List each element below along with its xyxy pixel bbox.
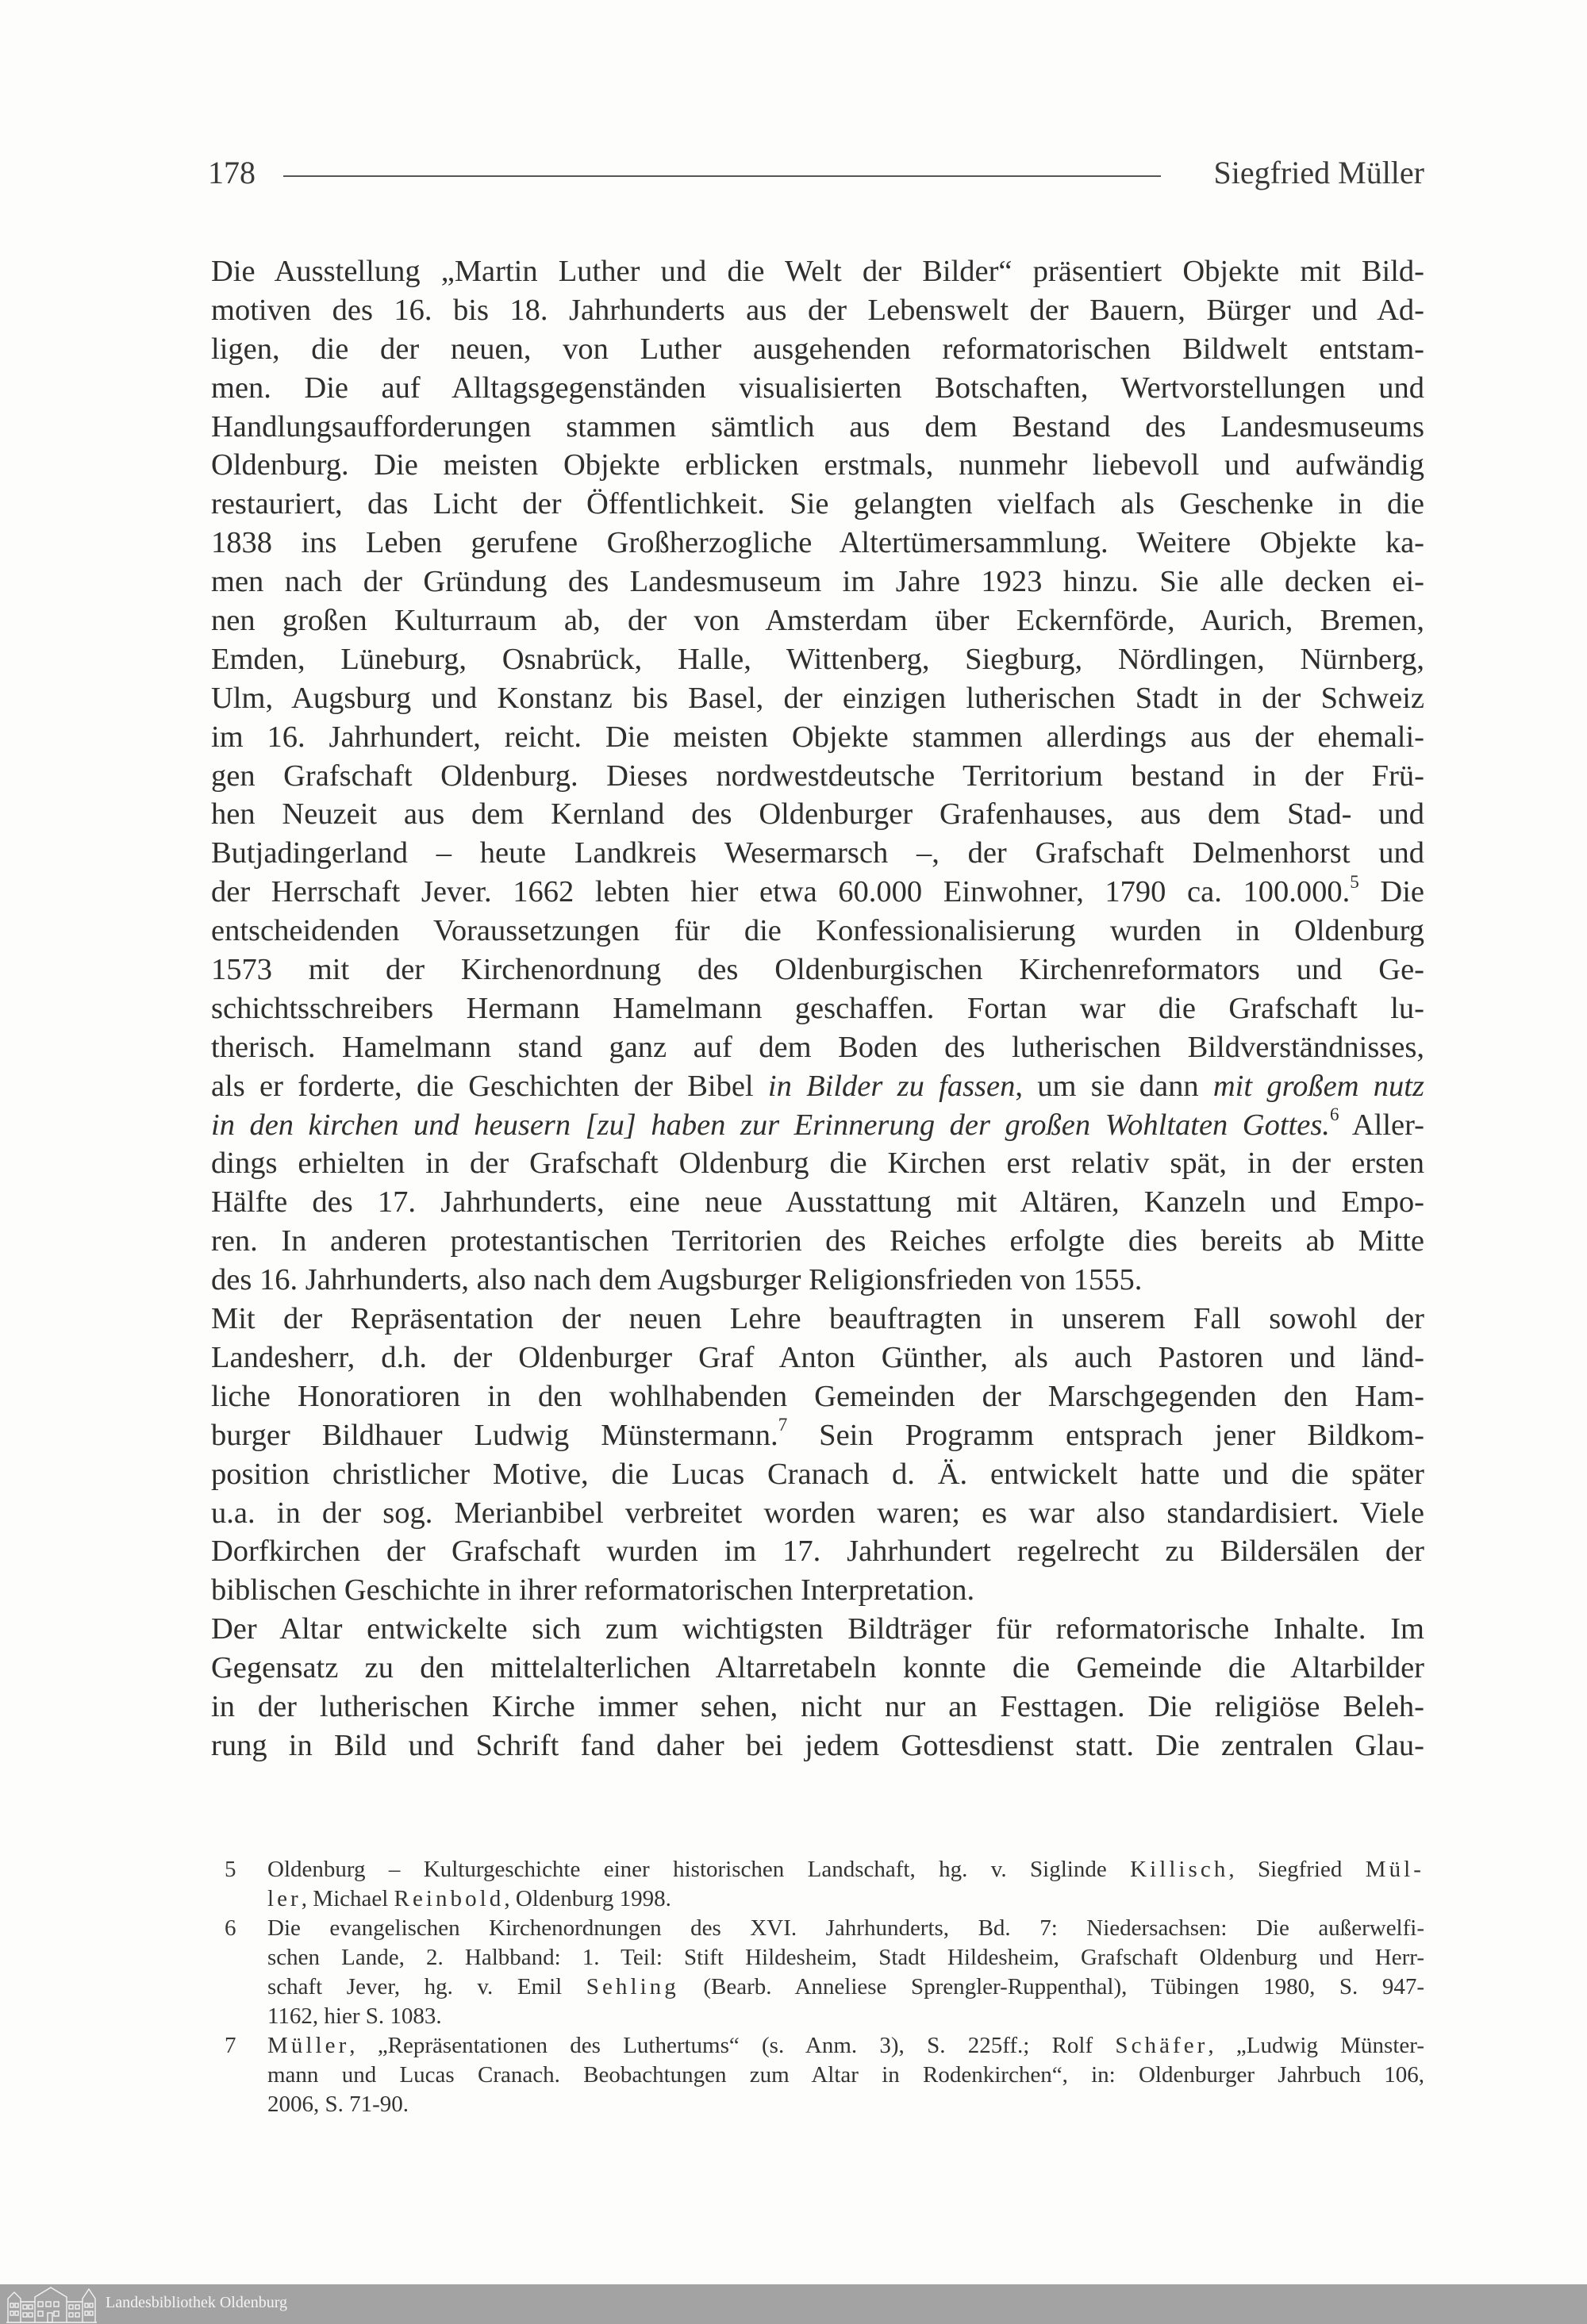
text-line: 1573 mit der Kirchenordnung des Oldenburgischen Kirchenreformators und Ge- <box>211 953 1424 987</box>
footnote-number: 5 <box>225 1857 236 1882</box>
text-line: Hälfte des 17. Jahrhunderts, eine neue Ausstattung mit Altären, Kanzeln und Empo- <box>211 1185 1424 1220</box>
library-building-icon <box>5 2286 98 2324</box>
text-line: Ulm, Augsburg und Konstanz bis Basel, der einzigen lutherischen Stadt in der Schweiz <box>211 681 1424 715</box>
footnotes <box>211 1855 1424 2119</box>
footnote-5: 5 Oldenburg – Kulturgeschichte einer historischen Landschaft, hg. v. Siglinde Killisch, Siegfried Mül- ler, Michael Reinbold, Oldenburg 1998. <box>225 1857 1424 1911</box>
quote-italic: mit großem nutz <box>1212 1069 1424 1103</box>
text-line: der Herrschaft Jever. 1662 lebten hier etwa 60.000 Einwohner, 1790 ca. 100.000.$^5$ Die <box>211 870 1424 909</box>
text-line: Landesherr, d.h. der Oldenburger Graf Anton Günther, als auch Pastoren und länd- <box>211 1340 1424 1374</box>
text-line: biblischen Geschichte in ihrer reformatorischen Interpretation. <box>211 1573 975 1608</box>
main-text <box>211 252 1424 1765</box>
text-line: entscheidenden Voraussetzungen für die Konfessionalisierung wurden in Oldenburg <box>211 914 1424 948</box>
text-line: 1838 ins Leben gerufene Großherzogliche Altertümersammlung. Weitere Objekte ka- <box>211 526 1424 560</box>
footnote-7: 7 Müller, „Repräsentationen des Luthertums“ (s. Anm. 3), S. 225ff.; Rolf Schäfer, „Ludwig Münster- mann und Lucas Cranach. Beobachtungen zum Altar in Rodenkirchen“, in: Oldenburger Jahrbuch 106, 2006, S. 71-90. <box>225 2033 1424 2117</box>
footnote-ref-7[interactable]: 7 <box>778 1414 788 1435</box>
running-head <box>208 151 1424 198</box>
text-line: im 16. Jahrhundert, reicht. Die meisten Objekte stammen allerdings aus der ehemali- <box>211 720 1424 754</box>
text-line: schichtsschreibers Hermann Hamelmann geschaffen. Fortan war die Grafschaft lu- <box>211 991 1424 1025</box>
text-line: therisch. Hamelmann stand ganz auf dem Boden des lutherischen Bildverständnisses, <box>211 1030 1424 1064</box>
text-line: men nach der Gründung des Landesmuseum im Jahre 1923 hinzu. Sie alle decken ei- <box>211 565 1424 599</box>
text-line: ligen, die der neuen, von Luther ausgehenden reformatorischen Bildwelt entstam- <box>211 332 1424 366</box>
text-line: men. Die auf Alltagsgegenständen visualisierten Botschaften, Wertvorstellungen und <box>211 371 1424 405</box>
footnote-ref-6[interactable]: 6 <box>1329 1104 1339 1125</box>
text-line: burger Bildhauer Ludwig Münstermann.$^7$ Sein Programm entsprach jener Bildkom- <box>211 1414 1424 1452</box>
text-line: motiven des 16. bis 18. Jahrhunderts aus der Lebenswelt der Bauern, Bürger und Ad- <box>211 293 1424 327</box>
text-line: Der Altar entwickelte sich zum wichtigsten Bildträger für reformatorische Inhalte. Im <box>211 1612 1424 1646</box>
footnote-number: 6 <box>225 1915 236 1941</box>
text-line: restauriert, das Licht der Öffentlichkeit. Sie gelangten vielfach als Geschenke in die <box>211 487 1424 521</box>
text-line: gen Grafschaft Oldenburg. Dieses nordwestdeutsche Territorium bestand in der Frü- <box>211 759 1424 793</box>
running-head-author: Siegfried Müller <box>1213 155 1424 190</box>
page-number: 178 <box>208 155 256 190</box>
text-line: nen großen Kulturraum ab, der von Amsterdam über Eckernförde, Aurich, Bremen, <box>211 604 1424 638</box>
text-line: Oldenburg. Die meisten Objekte erblicken erstmals, nunmehr liebevoll und aufwändig <box>211 448 1424 482</box>
footnote-number: 7 <box>225 2033 236 2058</box>
text-line: Dorfkirchen der Grafschaft wurden im 17. Jahrhundert regelrecht zu Bildersälen der <box>211 1535 1424 1569</box>
footnote-6: 6 Die evangelischen Kirchenordnungen des XVI. Jahrhunderts, Bd. 7: Niedersachsen: Die außerwelfi- schen Lande, 2. Halbband: 1. Teil: Stift Hildesheim, Stadt Hildesheim, Grafschaft Oldenburg und Herr- schaft Jever, hg. v. Emil Sehling (Bearb. Anneliese Sprengler-Ruppenthal), Tübingen 1980, S. 947- 1162, hier S. 1083. <box>225 1915 1424 2029</box>
text-line: u.a. in der sog. Merianbibel verbreitet worden waren; es war also standardisiert. Viele <box>211 1496 1424 1530</box>
text-line: in der lutherischen Kirche immer sehen, nicht nur an Festtagen. Die religiöse Beleh- <box>211 1689 1424 1723</box>
text-line: als er forderte, die Geschichten der Bibel in Bilder zu fassen, um sie dann mit großem nutz <box>211 1069 1424 1103</box>
text-line: rung in Bild und Schrift fand daher bei jedem Gottesdienst statt. Die zentralen Glau- <box>211 1728 1424 1762</box>
text-line: Die Ausstellung „Martin Luther und die Welt der Bilder“ präsentiert Objekte mit Bild- <box>211 255 1424 288</box>
footnote-ref-5[interactable]: 5 <box>1350 870 1359 892</box>
quote-italic: in den kirchen und heusern [zu] haben zur Erinnerung der großen Wohltaten Gottes. <box>211 1108 1330 1142</box>
text-line: dings erhielten in der Grafschaft Oldenburg die Kirchen erst relativ spät, in der ersten <box>211 1147 1424 1181</box>
text-line: ren. In anderen protestantischen Territorien des Reiches erfolgte dies bereits ab Mitte <box>211 1224 1424 1258</box>
text-line: hen Neuzeit aus dem Kernland des Oldenburger Grafenhauses, aus dem Stad- und <box>211 797 1424 832</box>
text-line: liche Honoratioren in den wohlhabenden Gemeinden der Marschgegenden den Ham- <box>211 1379 1424 1413</box>
text-line: in den kirchen und heusern [zu] haben zur Erinnerung der großen Wohltaten Gottes.$^6$ Aller- <box>211 1104 1425 1142</box>
header-rule <box>283 175 1161 177</box>
library-name: Landesbibliothek Oldenburg <box>106 2294 288 2311</box>
text-line: Emden, Lüneburg, Osnabrück, Halle, Wittenberg, Siegburg, Nördlingen, Nürnberg, <box>211 642 1424 676</box>
text-line: Gegensatz zu den mittelalterlichen Altarretabeln konnte die Gemeinde die Altarbilder <box>211 1651 1424 1685</box>
text-line: Butjadingerland – heute Landkreis Wesermarsch –, der Grafschaft Delmenhorst und <box>211 836 1424 870</box>
text-line: des 16. Jahrhunderts, also nach dem Augsburger Religionsfrieden von 1555. <box>211 1263 1143 1297</box>
quote-italic: in Bilder zu fassen <box>767 1069 1016 1103</box>
text-line: Mit der Repräsentation der neuen Lehre beauftragten in unserem Fall sowohl der <box>211 1302 1424 1336</box>
library-footer-bar <box>0 2284 1587 2324</box>
text-line: position christlicher Motive, die Lucas Cranach d. Ä. entwickelt hatte und die später <box>211 1457 1424 1491</box>
text-line: Handlungsaufforderungen stammen sämtlich aus dem Bestand des Landesmuseums <box>211 409 1424 444</box>
